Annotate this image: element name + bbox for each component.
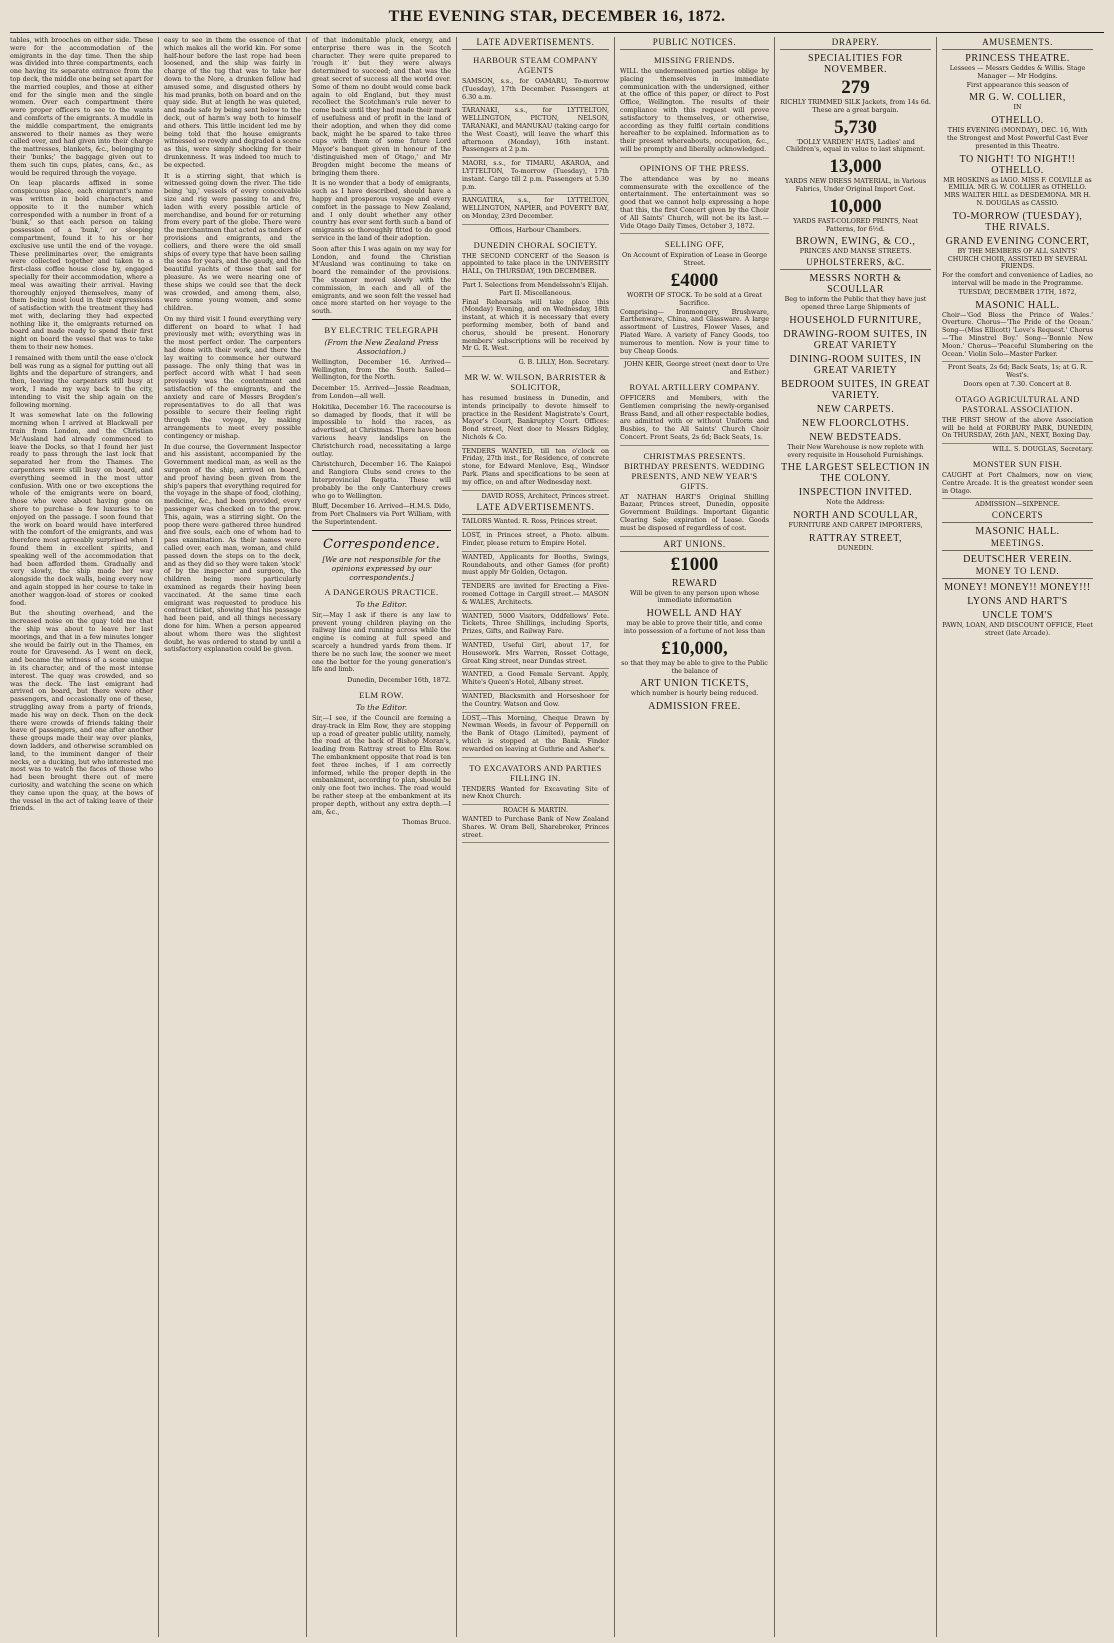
letter-to: To the Editor.	[355, 703, 408, 712]
notice-line: For the comfort and convenience of Ladies, no interval will be made in the Programme.	[942, 271, 1093, 287]
telegraph-item: Hokitika, December 16. The racecourse is so damaged by floods, that it will be impossible to hold the races, as advertised, at Christmas. There have been various heavy landslips on the Christchurch road, necessitating a large outlay.	[312, 402, 451, 458]
letter-title: A DANGEROUS PRACTICE.	[324, 586, 439, 597]
masthead	[10, 8, 1104, 33]
notice-line: YARDS FAST-COLORED PRINTS, Neat Patterns, for 6½d.	[793, 216, 918, 233]
art-union-line: ART UNION TICKETS,	[640, 678, 749, 690]
stock-value: £4000	[670, 269, 719, 291]
section-rule	[312, 319, 451, 320]
column-4	[456, 37, 614, 1637]
section-heading: ART UNIONS.	[620, 539, 769, 552]
notice-line: FURNITURE AND CARPET IMPORTERS,	[788, 521, 923, 530]
ad-heading: TO EXCAVATORS AND PARTIES FILLING IN.	[469, 762, 602, 783]
article-paragraph: On my third visit I found everything very different on board to what I had previously met with; everything was in the most perfect order. The carpenters had done with their work, and there the lay waiting to commence her outward passage. The only thing that was in perfect accord with what I had seen previously was the contentment and satisfaction of the emigrants, and the anxiety and care of Messrs Brogden's representatives to do all that was possible to secure their feeling right through the voyage, by making arrangements to meet every possible contingency or mishap.	[164, 314, 301, 440]
shipping-ad: TARANAKI, s.s., for LYTTELTON, WELLINGTON, PICTON, NELSON, TARANAKI, and MANUKAU (taking cargo for the West Coast), will leave the wharf this afternoon (Monday), 16th instant. Passengers at 2 p.m.	[462, 107, 609, 158]
column-1	[10, 37, 158, 1637]
shipping-ad: MAORI, s.s., for TIMARU, AKAROA, and LYTTELTON, To-morrow (Tuesday), 17th instant. Cargo till 2 p.m. Passengers at 5.30 p.m.	[462, 160, 609, 195]
ad-heading: SELLING OFF,	[664, 239, 725, 250]
furniture-item: DRAWING-ROOM SUITES, IN GREAT VARIETY	[783, 328, 928, 351]
furniture-item: BEDROOM SUITES, IN GREAT VARIETY.	[781, 378, 930, 401]
ad-heading: ROYAL ARTILLERY COMPANY.	[629, 381, 760, 392]
section-heading: UPHOLSTERERS, &C.	[780, 257, 931, 270]
article-paragraph: On leap placards affixed in some conspicuous place, each emigrant's name was written in bold characters, and opposite to it the number which corresponded with a number in front of a 'bunk,' so that each person on taking possession of a 'bunk,' or sleeping compartment, found it to his or her exclusive use until the end of the voyage. These preliminaries over, the emigrants were collected together and taken to a first-class coffee house close by, engaged specially for their accommodation, where a meal was awaiting their arrival. Having thoroughly enjoyed themselves, many of them being most loud in their expressions of satisfaction with the treatment they had met with, declaring they had expected nothing like it, the emigrants returned on board and made ready to spend their first night on board the vessel that was to take them to their new homes.	[10, 179, 153, 352]
ad-heading: GRAND EVENING CONCERT,	[945, 235, 1090, 247]
ad-heading: HOUSEHOLD FURNITURE,	[789, 314, 922, 326]
columns	[10, 37, 1104, 1637]
ad-heading: INSPECTION INVITED.	[798, 487, 913, 499]
ad-signature: G. B. LILLY, Hon. Secretary.	[518, 358, 609, 367]
firm-name: BROWN, EWING, & CO.,	[795, 236, 916, 248]
article-paragraph: But the shouting overhead, and the increased noise on the quay told me that the ship was about to leave her last moorings, and that in a few minutes longer she would be fairly out in the Thames, en route for Gravesend. As I went on deck, and became the witness of a scene unique in its character, and of the most intense interest. The quay was crowded, and so was the deck. The last emigrant had arrived on board, but there were other passengers, and occasionally one of these, struggling away from a party of friends, made his way on deck. Then on the deck there were crowds of friends taking their leave of passengers, and one after another these groups made their way over planks, down ladders, and otherwise scrambled on land, to the imminent danger of their necks, or a ducking, but who interested me most was to watch the faces of those who had been brought there out of mere curiosity, and watching the scene on which they came upon the quay, at the bows of the vessel in the act of taking leave of their friends.	[10, 609, 153, 813]
correspondence-heading: Correspondence.	[322, 536, 441, 552]
telegraph-source: (From the New Zealand Press Association.)	[324, 337, 439, 356]
notice: CAUGHT at Port Chalmers, now on view, Centre Arcade. It is the greatest wonder seen in Otago.	[942, 472, 1093, 499]
quantity: 5,730	[834, 116, 877, 138]
notice-line: MR HOSKINS as IAGO. MISS F. COLVILLE as EMILIA. MR G. W. COLLIER as OTHELLO. MRS WALTER HILL as DESDEMONA. MR H. N. DOUGLAS as CASSIO.	[943, 175, 1092, 207]
notice: has resumed business in Dunedin, and intends principally to devote himself to practice in the Resident Magistrate's Court, Mayor's Court, Bankruptcy Court. Offices: Bond street, Next door to Messrs Ridgley, Nichols & Co.	[462, 395, 609, 446]
performer: MR G. W. COLLIER,	[969, 92, 1066, 104]
notice-line: Lessees — Messrs Geddes & Willis. Stage Manager — Mr Hodgins.	[949, 64, 1086, 80]
firm-name: HOWELL AND HAY	[646, 608, 743, 620]
classified-ad: TAILORS Wanted. R. Ross, Princes street.	[462, 518, 609, 530]
notice: The attendance was by no means commensurate with the excellence of the entertainment. The entertainment was so good that we cannot help expressing a hope that this, the first Concert given by the Choir of All Saints' Church, will not be its last.— Vide Otago Daily Times, October 3, 1872.	[620, 176, 769, 235]
notice-line: THIS EVENING (MONDAY), DEC. 16, With the Strongest and Most Powerful Cast Ever presented in this Theatre.	[947, 126, 1088, 150]
reward-label: REWARD	[671, 577, 718, 589]
ad-heading: DUNEDIN CHORAL SOCIETY.	[473, 239, 598, 250]
furniture-item: NEW CARPETS.	[816, 403, 895, 415]
article-paragraph: of that indomitable pluck, energy, and enterprise there was in the Scotch character. They were quite prepared to 'rough it' but they were always determined to succeed; and that was the great secret of success all the world over. Some of them no doubt would come back again to old England, but they must recollect the Scotchman's rule never to come back until they had made their mark of usefulness and of profit in the land of their adoption, and when they did come back, might he be spared to take three cups with them of some future Lord Mayor's banquet given in honour of the 'distinguished men of Otago,' and Mr Brogden might become the means of bringing them there.	[312, 37, 451, 177]
column-3	[306, 37, 456, 1637]
notice-line: Front Seats, 2s 6d; Back Seats, 1s; at G. R. West's.	[947, 363, 1088, 380]
section-heading: LATE ADVERTISEMENTS.	[462, 37, 609, 50]
classified-ad: WANTED, Applicants for Booths, Swings, Roundabouts, and other Games (for profit) must apply Mr Golden, Octagon.	[462, 554, 609, 581]
column-5	[614, 37, 774, 1637]
admission-line: ADMISSION FREE.	[648, 701, 741, 713]
notice-line: ADMISSION—SIXPENCE.	[975, 500, 1060, 509]
notice-line: YARDS NEW DRESS MATERIAL, in Various Fabrics, Under Original Import Cost.	[784, 177, 927, 193]
article-paragraph: easy to see in them the essence of that which makes all the world kin. For some half-hour before the last rope had been loosened, and the ship was fairly in charge of the tug that was to take her down to the Nore, a drunken fellow had amused some, and disgusted others by his mad pranks, both on board and on the quay side. But at length he was quieted, and made safe by being sent below to the deck, out of harm's way both to himself and others. This little incident led me by being told that the house emigrants witnessed so rowdy and degraded a scene as this, were simply shocking for their drunkenness. It was indeed too much to be expected.	[164, 37, 301, 169]
classified-ad: LOST,—This Morning, Cheque Drawn by Newman Weeds, in favour of Peppernill on the Bank of Otago (Limited), payment of which is stopped at the Bank. Finder rewarded on leaving at Guthrie and Asher's.	[462, 715, 609, 758]
article-paragraph: Soon after this I was again on my way for London, and found the Christian M'Ausland was continuing to take on board the remainder of the provisions. The steamer moved slowly with the commission, in each and all of the emigrants, and we soon felt the vessel had once more started on her voyage to the south.	[312, 244, 451, 316]
section-rule	[312, 530, 451, 531]
ad-heading: OPINIONS OF THE PRESS.	[639, 162, 750, 173]
notice-line: RICHLY TRIMMED SILK Jackets, from 14s 6d. These are a great bargain.	[780, 98, 931, 114]
address: RATTRAY STREET,	[808, 532, 903, 544]
article-paragraph: It is a stirring sight, that which is witnessed going down the river. The tide being 'up,' vessels of every conceivable size and rig were passing to and fro, laden with every possible article of merchandise, and bound for or returning from every part of the globe. There were the merchantmen that acted as tenders of provisions and emigrants, and the colliers, and there were the old small ships of every type that have been sailing the seas for years, and the gaudy, and the beautiful yachts of those that sail for pleasure. As we were nearing one of these ships we could see that the deck was crowded, and among them, also, were some young women, and some children.	[164, 171, 301, 313]
notice: OFFICERS and Members, with the Gentlemen comprising the newly-organised Brass Band, and all other respectable bodies, are admitted with or without Uniform and Busbies, to the All Saints' Church Choir Concert. Front Seats, 2s 6d; Back Seats, 1s.	[620, 395, 769, 446]
notice-line: Their New Warehouse is now replete with every requisite in Household Furnishings.	[787, 442, 924, 459]
furniture-item: NEW BEDSTEADS.	[809, 431, 902, 443]
telegraph-item: Christchurch, December 16. The Kaiapoi and Rangiora Clubs send crews to the Interprovincial Regatta. These will probably be the only Canterbury crews who go to Wellington.	[312, 460, 451, 500]
telegraph-item: Wellington, December 16. Arrived—Wellington, from the South. Sailed—Wellington, for the North.	[312, 357, 451, 382]
notice-line: WORTH OF STOCK. To be sold at a Great Sacrifice.	[626, 290, 763, 307]
telegraph-item: December 15. Arrived—Jessie Readman, from London—all well.	[312, 384, 451, 401]
masthead-title: THE EVENING STAR, DECEMBER 16, 1872.	[388, 8, 726, 25]
letter-to: To the Editor.	[355, 599, 408, 609]
venue: MASONIC HALL.	[975, 299, 1060, 311]
furniture-item: DINING-ROOM SUITES, IN GREAT VARIETY	[789, 353, 922, 376]
notice: Final Rehearsals will take place this (Monday) Evening, and on Wednesday, 18th instant, at which it is necessary that every performing member, both of band and chorus, should be present. Honorary members' subscriptions will be received by Mr G. R. West.	[462, 299, 609, 358]
notice-line: PAWN, LOAN, AND DISCOUNT OFFICE, Fleet street (late Arcade).	[942, 621, 1093, 637]
ad-heading: HARBOUR STEAM COMPANY AGENTS	[473, 55, 598, 75]
notice: THE FIRST SHOW of the above Association will be held at FORBURY PARK, DUNEDIN, On THURSDAY, 26th JAN., NEXT, Boxing Day.	[942, 417, 1093, 444]
notice-line: PRINCES AND MANSE STREETS.	[799, 247, 912, 256]
ad-signature: ROACH & MARTIN.	[503, 806, 568, 815]
article-paragraph: It is no wonder that a body of emigrants, such as I have described, should have a happy and prosperous voyage and every comfort in the passage to New Zealand, and I only doubt whether any other country has ever sent forth such a band of emigrants so thoroughly fitted to do good service in the land of their adoption.	[312, 179, 451, 242]
ad-heading: CHRISTMAS PRESENTS. BIRTHDAY PRESENTS. WEDDING PRESENTS, AND NEW YEAR'S GIFTS.	[623, 450, 766, 491]
notice-line: which number is hourly being reduced.	[630, 689, 759, 698]
classified-ad: WANTED to Purchase Bank of New Zealand Shares. W. Oram Bell, Sharebroker, Princes street.	[462, 816, 609, 843]
ad-signature: DAVID ROSS, Architect, Princes street.	[481, 491, 609, 500]
firm-name: LYONS AND HART'S	[967, 596, 1068, 608]
telegraph-item: Bluff, December 16. Arrived—H.M.S. Dido, from Port Chalmers via Port William, with the Superintendent.	[312, 502, 451, 527]
notice: AT NATHAN HART'S Original Shilling Bazaar, Princes street, Dunedin, opposite Government Buildings. Important Gigantic Clearing Sale; expiration of Lease. Goods must be disposed of regardless of cost.	[620, 494, 769, 537]
section-heading: LATE ADVERTISEMENTS.	[462, 502, 609, 515]
ad-heading: MONSTER SUN FISH.	[972, 458, 1063, 469]
firm-name: NORTH AND SCOULLAR,	[793, 510, 918, 522]
notice-line: IN	[1013, 103, 1022, 112]
notice-line: Beg to inform the Public that they have just opened three Large Shipments of	[784, 295, 927, 311]
correspondence-note: [We are not responsible for the opinions expressed by our correspondents.]	[322, 554, 441, 582]
notice-line: First appearance this season of	[966, 80, 1069, 89]
notice-line: DUNEDIN.	[837, 543, 874, 552]
notice-line: Doors open at 7.30. Concert at 8.	[963, 379, 1072, 388]
ad-heading: MISSING FRIENDS.	[653, 55, 736, 65]
quantity: 279	[841, 77, 870, 98]
notice-line: TUESDAY, DECEMBER 17TH, 1872,	[958, 287, 1077, 296]
article-paragraph: In due course, the Government Inspector and his assistant, accompanied by the Government medical man, as well as the surgeon of the ship, arrived on board, and proof having been given from the ship's papers that everything required for the voyage in the shape of food, clothing, medicine, &c., had been provided, every passenger was checked on to the prow. This, again, was a stirring sight. On the poop there were gathered three hundred and five souls, each one of whom had to pass examination. As their names were called over, each man, woman, and child passed down the steps on to the deck, and as they did so they were taken 'stock' of by the inspector and surgeon, the children being more particularly examined as regards their having been vaccinated. At the same time each emigrant was requested to produce his contract ticket, showing that his passage had been paid, and all things necessary done for him. When a person appeared about whom there was the slightest doubt, he was ordered to stand by until a satisfactory explanation could be given.	[164, 442, 301, 654]
notice-line: Note the Address:	[826, 498, 885, 507]
notice-line: BY THE MEMBERS OF ALL SAINTS' CHURCH CHOIR, ASSISTED BY SEVERAL FRIENDS.	[947, 246, 1088, 271]
ad-heading: MONEY! MONEY!! MONEY!!!	[944, 582, 1091, 594]
section-heading: AMUSEMENTS.	[942, 37, 1093, 50]
letter-body: Sir,—May I ask if there is any law to prevent young children playing on the railway line and running across while the engine is coming at full speed and scarcely a hundred yards from them. If there be no such law, the sooner we meet one the better for the young generation's life and limb.	[312, 610, 451, 674]
article-paragraph: tables, with brooches on either side. These were for the accommodation of the emigrants in the day time. Then the ship was divided into three compartments, each one having its separate entrance from the top deck, the middle one being set apart for the married couples, and those at either end for the single men and the single women. Over each compartment there were proper officers to see to the wants and comforts of the emigrants. A muddle in the middle compartment, the emigrants answered to their names as they were called over, and had given into their charge the mattresses, blankets, &c., belonging to their 'bunks;' the baggage given out to them such tin cups, plates, cans, &c., as would be required through the voyage.	[10, 37, 153, 177]
classified-ad: TENDERS Wanted for Excavating Site of new Knox Church.	[462, 786, 609, 806]
ad-heading: THE LARGEST SELECTION IN THE COLONY.	[781, 462, 930, 485]
firm-name: MESSRS NORTH & SCOULLAR	[809, 273, 902, 296]
reward-amount: £1000	[670, 553, 719, 575]
quantity: 10,000	[829, 195, 882, 217]
notice-line: Will be given to any person upon whose immediate information	[629, 588, 760, 605]
firm-name: UNCLE TOM'S	[982, 610, 1053, 622]
ad-heading: MR W. W. WILSON, BARRISTER & SOLICITOR,	[464, 371, 607, 392]
notice: TENDERS WANTED, till ten o'clock on Friday, 27th inst., for Residence, of concrete stone, for Edward Menlove, Esq., Windsor Park. Plans and specifications to be seen at my office, on and after Wednesday next.	[462, 448, 609, 491]
section-heading: MEETINGS.	[942, 538, 1093, 551]
theatre-name: PRINCESS THEATRE.	[965, 53, 1070, 64]
letter-signature: Thomas Bruce.	[402, 818, 451, 827]
ad-heading: DEUTSCHER VEREIN.	[963, 554, 1072, 566]
notice-line: 'DOLLY VARDEN' HATS, Ladies' and Children's, equal in value to last shipment.	[786, 137, 925, 154]
letter-title: ELM ROW.	[359, 690, 404, 700]
column-2	[158, 37, 306, 1637]
notice-line: may be able to prove their title, and come into possession of a fortune of not less than	[623, 619, 766, 636]
letter-body: Sir,—I see, if the Council are forming a dray-track in Elm Row, they are stopping up a road of greater public utility, namely, the road at the back of Bishop Moran's, leading from Rattray street to Elm Row. The embankment opposite that road is ten feet three inches, if I am correctly informed, while the proper depth in the embankment, according to plan, should be only one foot two inches. The road would be rather steep at the embankment at its proper depth, without any extra depth.—I am, &c.,	[312, 714, 451, 816]
letter-signature: Dunedin, December 16th, 1872.	[347, 676, 451, 685]
section-heading: CONCERTS	[942, 510, 1093, 523]
article-paragraph: It was somewhat late on the following morning when I arrived at Blackwall per train from London, and the Christian Mc'Ausland had already commenced to leave the Docks, so that I found her just ready to pass through the last lock that separated her from the Thames. The carpenters were still busy on board, and everything seemed in the most utter confusion. With one or two exceptions the whole of the emigrants were on board, those who were about having gone on shore to purchase a few luxuries to be enjoyed on the passage. I soon found that the work on board would have interfered with the comfort of the emigrants, and was therefore most agreeably surprised when I found them in excellent spirits, and speaking well of the accommodation that had been afforded them. Gradually and very slowly, the ship made her way alongside the dock walls, being every now and again stopped in her course to take in another waggon-load of stores or cooked food.	[10, 411, 153, 607]
classified-ad: LOST, in Princes street, a Photo. album. Finder, please return to Empire Hotel.	[462, 532, 609, 552]
section-heading: PUBLIC NOTICES.	[620, 37, 769, 50]
classified-ad: WANTED, Blacksmith and Horseshoer for the Country. Watson and Gow.	[462, 693, 609, 713]
venue: MASONIC HALL.	[975, 526, 1060, 538]
ad-signature: JOHN KEIR, George street (next door to Ure and Esther.)	[624, 360, 769, 377]
play-title: TO NIGHT! TO NIGHT!! OTHELLO.	[959, 153, 1076, 176]
article-paragraph: I remained with them until the ease o'clock bell was rung as a signal for putting out all lights and the departure of strangers, and then, leaving the carpenters still busy at work, I made my way back to the city, intending to visit the ship again on the following morning.	[10, 353, 153, 409]
play-title: OTHELLO.	[991, 115, 1044, 127]
classified-ad: WANTED, a Good Female Servant. Apply, White's Queen's Hotel, Albany street.	[462, 671, 609, 691]
notice-line: so that they may be able to give to the Public the balance of	[621, 658, 768, 675]
shipping-ad: SAMSON, s.s., for OAMARU, To-morrow (Tuesday), 17th December. Passengers at 6.30 a.m.	[462, 78, 609, 105]
shipping-ad: RANGATIRA, s.s., for LYTTELTON, WELLINGTON, NAPIER, and POVERTY BAY, on Monday, 23rd December.	[462, 197, 609, 224]
notice: THE SECOND CONCERT of the Season is appointed to take place in the UNIVERSITY HALL, On THURSDAY, 19th DECEMBER.	[462, 253, 609, 280]
fortune-amount: £10,000,	[661, 637, 728, 659]
notice: WILL the undermentioned parties oblige by placing themselves in immediate communication with the undersigned, either at the office of this paper, or direct to Post Office, Wellington. The results of their compliance with this request will prove satisfactory to themselves, or otherwise, according as they fulfil certain conditions hereafter to be explained. Information as to their present whereabouts, occupation, &c., will be promptly and liberally acknowledged.	[620, 68, 769, 158]
notice-line: Part I. Selections from Mendelssohn's Elijah. Part II. Miscellaneous.	[462, 280, 609, 297]
classified-ad: WANTED, Useful Girl, about 17, for Housework. Mrs Warren, Rosset Cottage, Great King street, near Dundas street.	[462, 642, 609, 669]
column-7	[936, 37, 1098, 1637]
ad-signature: WILL. S. DOUGLAS, Secretary.	[992, 445, 1093, 454]
section-heading: MONEY TO LEND.	[942, 566, 1093, 579]
classified-ad: WANTED, 5000 Visitors, Oddfellows' Fete. Tickets, Three Shillings, including Sports, Prizes, Gifts, and Railway Fare.	[462, 613, 609, 640]
play-title: TO-MORROW (TUESDAY), THE RIVALS.	[952, 210, 1083, 233]
notice: Comprising— Ironmongery, Brushware, Earthenware, China, and Glassware. A large assortment of Lustres, Flower Vases, and Plated Ware. A variety of Fancy Goods, too numerous to mention. Now is your time to buy Cheap Goods.	[620, 309, 769, 360]
notice-line: On Account of Expiration of Lease in George Street.	[622, 251, 767, 268]
ad-signature: Offices, Harbour Chambers.	[489, 225, 582, 234]
furniture-item: NEW FLOORCLOTHS.	[801, 417, 910, 429]
classified-ad: TENDERS are invited for Erecting a Five-roomed Cottage in Cargill street.— MASON & WALES, Architects.	[462, 583, 609, 610]
quantity: 13,000	[829, 156, 882, 178]
programme: Choir—'God Bless the Prince of Wales.' Overture. Chorus—'The Pride of the Ocean.' Song—(Miss Ellicott) 'Love's Request.' Chorus—'The Minstrel Boy.' Song—'Bonnie New Moon.' Chorus—'Peaceful Slumbering on the Ocean.' Violin Solo—Master Parker.	[942, 312, 1093, 363]
telegraph-heading: BY ELECTRIC TELEGRAPH	[324, 324, 439, 335]
column-6	[774, 37, 936, 1637]
ad-heading: OTAGO AGRICULTURAL AND PASTORAL ASSOCIATION.	[955, 393, 1080, 414]
section-heading: DRAPERY.	[780, 37, 931, 50]
ad-heading: SPECIALITIES FOR NOVEMBER.	[808, 53, 903, 75]
